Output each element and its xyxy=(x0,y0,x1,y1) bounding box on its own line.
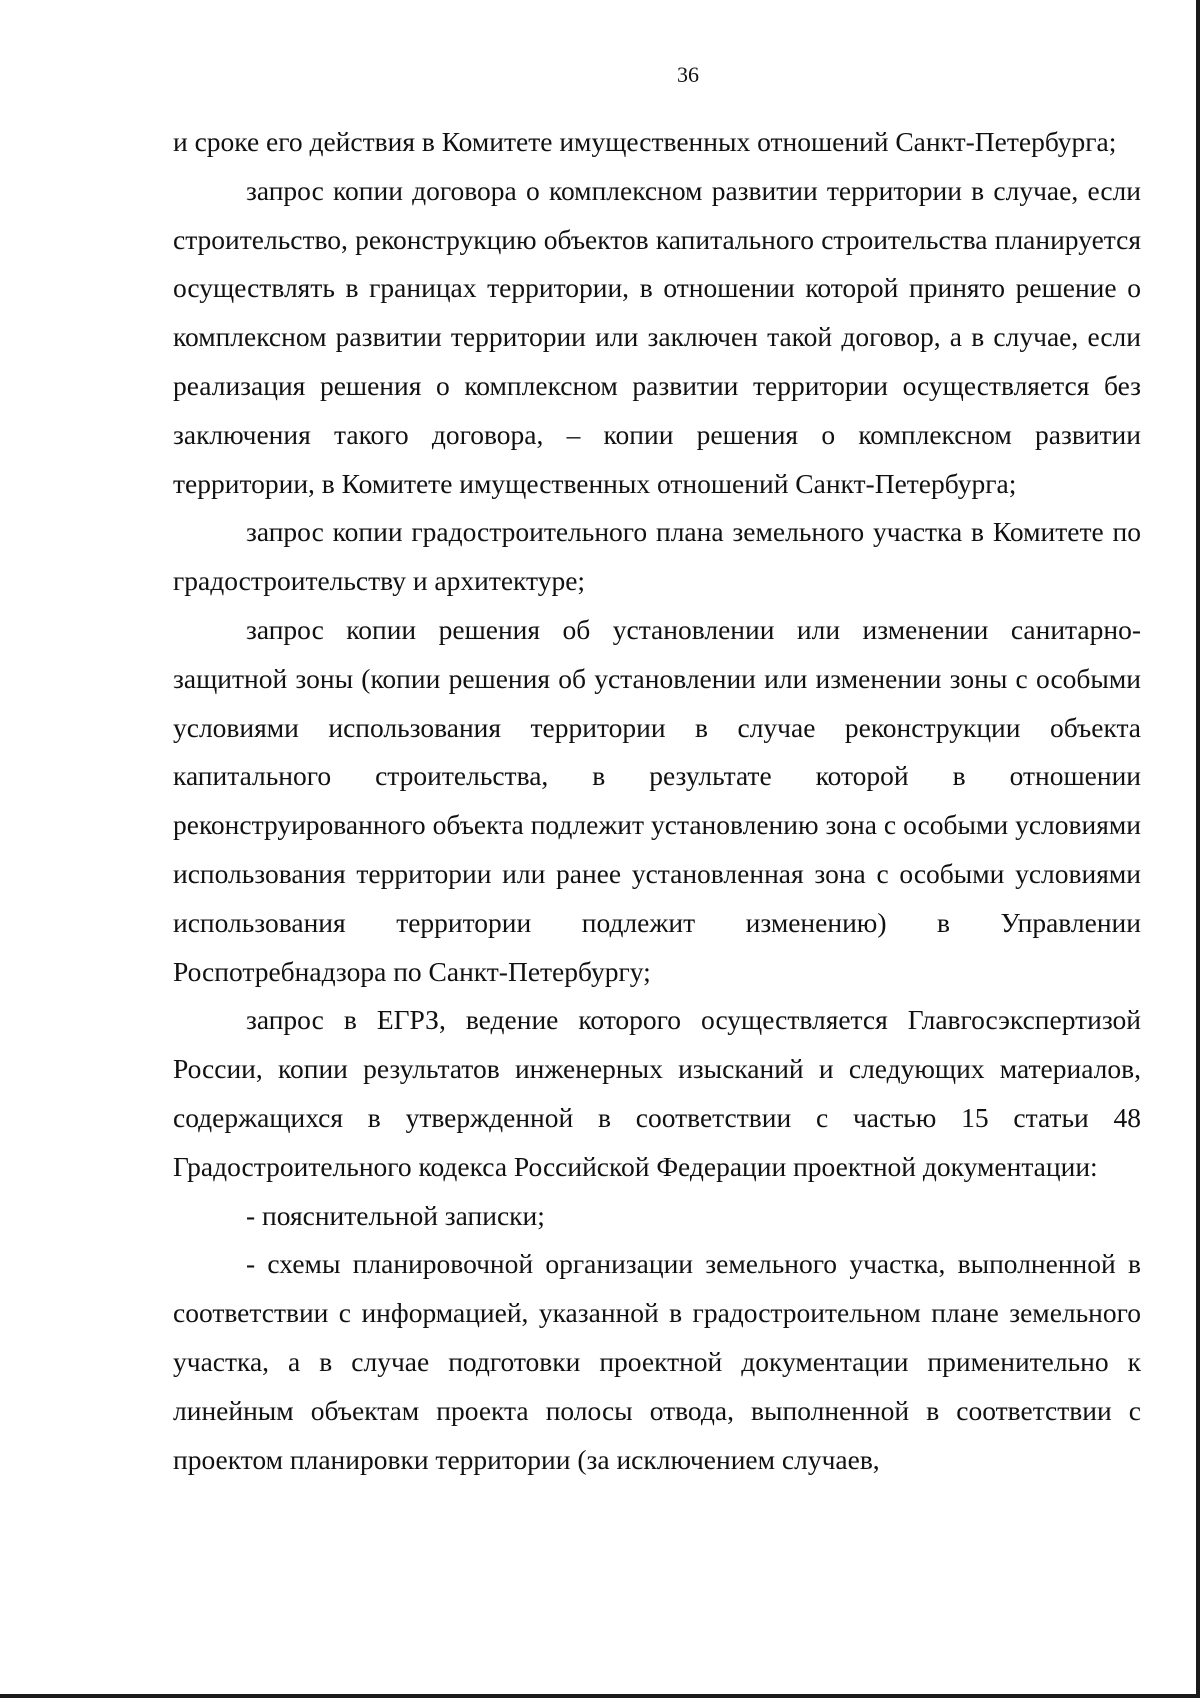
list-item-site-plan-scheme: - схемы планировочной организации земельного участка, выполненной в соответствии с информацией, указанной в градостроительном плане земельного участка, а в случае подготовки проектной документации применительно к линейным объектам проекта полосы отвода, выполненной в соответствии с проектом планировки территории (за исключением случаев, xyxy=(173,1248,1141,1475)
list-item-explanatory-note: - пояснительной записки; xyxy=(246,1199,545,1231)
paragraph-request-egrz: запрос в ЕГРЗ, ведение которого осуществляется Главгосэкспертизой России, копии результатов инженерных изысканий и следующих материалов, содержащихся в утвержденной в соответствии с частью 15 статьи 48 Градостроительного кодекса Российской Федерации проектной документации: xyxy=(173,1004,1141,1182)
paragraph-request-szz: запрос копии решения об установлении или изменении санитарно-защитной зоны (копии решения об установлении или изменении зоны с особыми условиями использования территории в случае реконструкции объекта капитального строительства, в результате которой в отношении реконструированного объекта подлежит установлению зона с особыми условиями использования территории или ранее установленная зона с особыми условиями использования территории подлежит изменению) в Управлении Роспотребнадзора по Санкт-Петербургу; xyxy=(173,613,1141,987)
scan-edge-right xyxy=(1196,0,1200,1698)
scan-edge-bottom xyxy=(0,1694,1200,1698)
paragraph-request-kiz-contract: запрос копии договора о комплексном развитии территории в случае, если строительство, реконструкцию объектов капитального строительства планируется осуществлять в границах территории, в отношении которой принято решение о комплексном развитии территории или заключен такой договор, а в случае, если реализация решения о комплексном развитии территории осуществляется без заключения такого договора, – копии решения о комплексном развитии территории, в Комитете имущественных отношений Санкт-Петербурга; xyxy=(173,174,1141,499)
paragraph-request-gpzu: запрос копии градостроительного плана земельного участка в Комитете по градостроительству и архитектуре; xyxy=(173,516,1141,597)
page-number: 36 xyxy=(677,62,699,87)
paragraph-continuation: и сроке его действия в Комитете имущественных отношений Санкт-Петербурга; xyxy=(173,126,1117,157)
document-body xyxy=(173,118,1141,1484)
